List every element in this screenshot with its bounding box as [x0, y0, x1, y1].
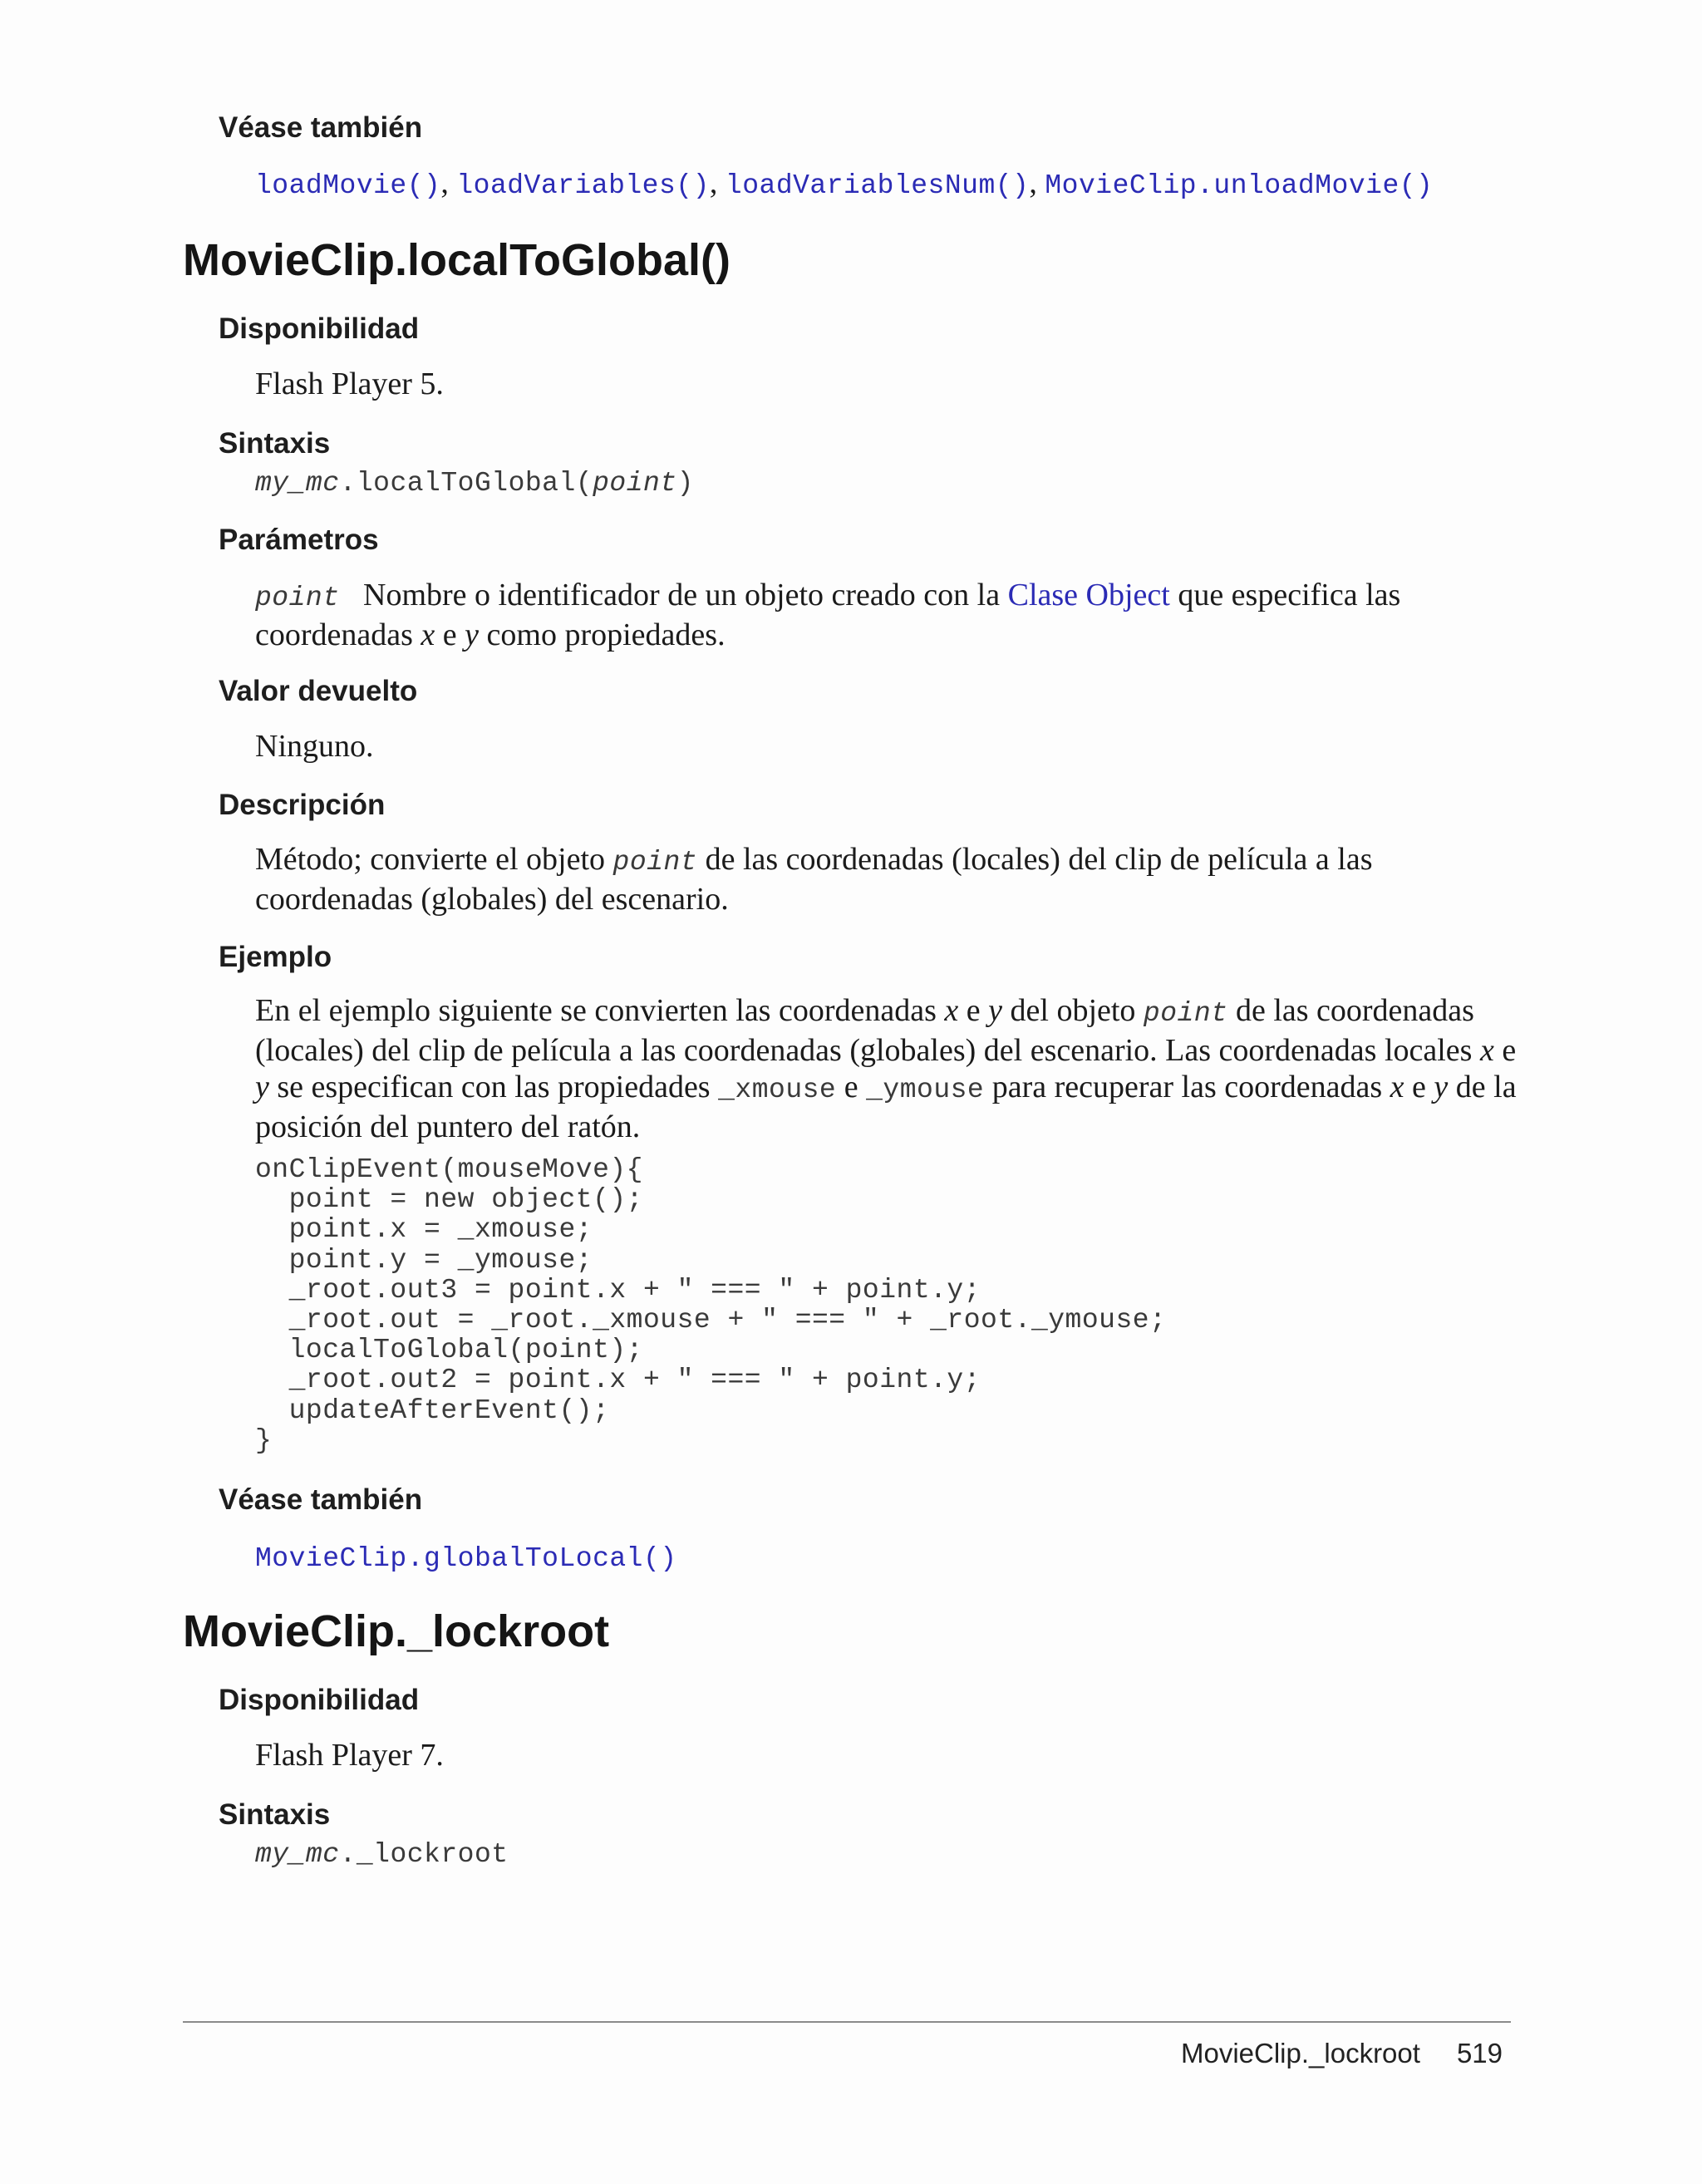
var-x: x	[1390, 1070, 1404, 1104]
text-run: del objeto	[1002, 993, 1144, 1028]
footer-rule	[183, 2021, 1511, 2023]
see-also-heading: Véase también	[219, 1483, 423, 1516]
example-text	[255, 992, 1518, 1145]
description-text	[255, 841, 1485, 917]
separator: ,	[1029, 165, 1045, 200]
separator: ,	[709, 165, 726, 200]
var-y: y	[465, 617, 480, 652]
code-xmouse: _xmouse	[718, 1075, 837, 1105]
page-footer	[1181, 2038, 1503, 2069]
syntax-object: my_mc	[255, 1839, 340, 1870]
text-run: Método; convierte el objeto	[255, 842, 613, 877]
syntax-property: ._lockroot	[339, 1839, 509, 1870]
link-globaltolocal[interactable]: MovieClip.globalToLocal()	[255, 1543, 677, 1574]
parameters-heading: Parámetros	[219, 524, 379, 556]
syntax-method: .localToGlobal(	[339, 468, 593, 499]
code-point: point	[612, 847, 698, 878]
text-run: como propiedades.	[479, 617, 726, 652]
text-run: Nombre o identificador de un objeto creado con la	[363, 578, 1008, 612]
see-also-links	[255, 165, 1518, 204]
text-run: que especifica las coordenadas	[255, 578, 1401, 652]
syntax-heading: Sintaxis	[219, 1798, 331, 1831]
text-run: de las coordenadas (locales) del clip de película a las coordenadas (globales) del escenario.	[255, 842, 1373, 917]
link-loadmovie[interactable]: loadMovie()	[255, 170, 441, 201]
code-ymouse: _ymouse	[866, 1075, 985, 1105]
return-value-text: Ninguno.	[255, 729, 374, 764]
availability-heading: Disponibilidad	[219, 312, 420, 345]
var-x: x	[1479, 1033, 1494, 1068]
availability-text: Flash Player 7.	[255, 1738, 444, 1773]
syntax-object: my_mc	[255, 468, 340, 499]
var-y: y	[255, 1070, 269, 1104]
text-run: de las coordenadas (locales) del clip de película a las coordenadas (globales) del escenario. Las coordenadas locales	[255, 993, 1480, 1068]
return-value-heading: Valor devuelto	[219, 675, 418, 707]
code-point: point	[1143, 998, 1228, 1029]
see-also-heading: Véase también	[219, 111, 423, 144]
text-run: e	[958, 993, 989, 1028]
text-run: se especifican con las propiedades	[268, 1070, 719, 1104]
syntax-close: )	[676, 468, 694, 499]
description-heading: Descripción	[219, 789, 386, 821]
var-y: y	[988, 993, 1003, 1028]
link-loadvariablesnum[interactable]: loadVariablesNum()	[725, 170, 1030, 201]
text-run: e	[1404, 1070, 1434, 1104]
param-name: point	[255, 583, 340, 613]
var-x: x	[944, 993, 959, 1028]
page-number: 519	[1456, 2038, 1503, 2068]
code-block: onClipEvent(mouseMove){ point = new object(); point.x = _xmouse; point.y = _ymouse; _root.out3 = point.x + " === " + point.y; _root.out = _root._xmouse + " === " + _root._ymouse; localToGlobal(point); _root.out2 = point.x + " === " + point.y; updateAfterEvent(); }	[255, 1154, 1167, 1456]
text-run: e	[836, 1070, 867, 1104]
text-run: de la posición del puntero del ratón.	[255, 1070, 1517, 1144]
syntax-param: point	[593, 468, 677, 499]
footer-section-name: MovieClip._lockroot	[1180, 2038, 1420, 2068]
separator: ,	[440, 165, 457, 200]
syntax-code	[255, 1839, 509, 1870]
text-run: para recuperar las coordenadas	[984, 1070, 1390, 1104]
text-run: e	[1493, 1033, 1517, 1068]
link-unloadmovie[interactable]: MovieClip.unloadMovie()	[1045, 170, 1434, 201]
text-run: En el ejemplo siguiente se convierten las coordenadas	[255, 993, 945, 1028]
link-object-class[interactable]: Clase Object	[1007, 578, 1170, 612]
see-also-links	[255, 1537, 1518, 1577]
var-y: y	[1434, 1070, 1449, 1104]
section-title-localtoglobal: MovieClip.localToGlobal()	[183, 235, 731, 285]
text-run: e	[435, 617, 465, 652]
syntax-heading: Sintaxis	[219, 427, 331, 460]
availability-heading: Disponibilidad	[219, 1684, 420, 1716]
availability-text: Flash Player 5.	[255, 366, 444, 401]
syntax-code	[255, 468, 694, 499]
example-heading: Ejemplo	[219, 941, 332, 973]
var-x: x	[421, 617, 435, 652]
link-loadvariables[interactable]: loadVariables()	[456, 170, 710, 201]
section-title-lockroot: MovieClip._lockroot	[183, 1606, 610, 1656]
parameter-description	[255, 577, 1518, 653]
